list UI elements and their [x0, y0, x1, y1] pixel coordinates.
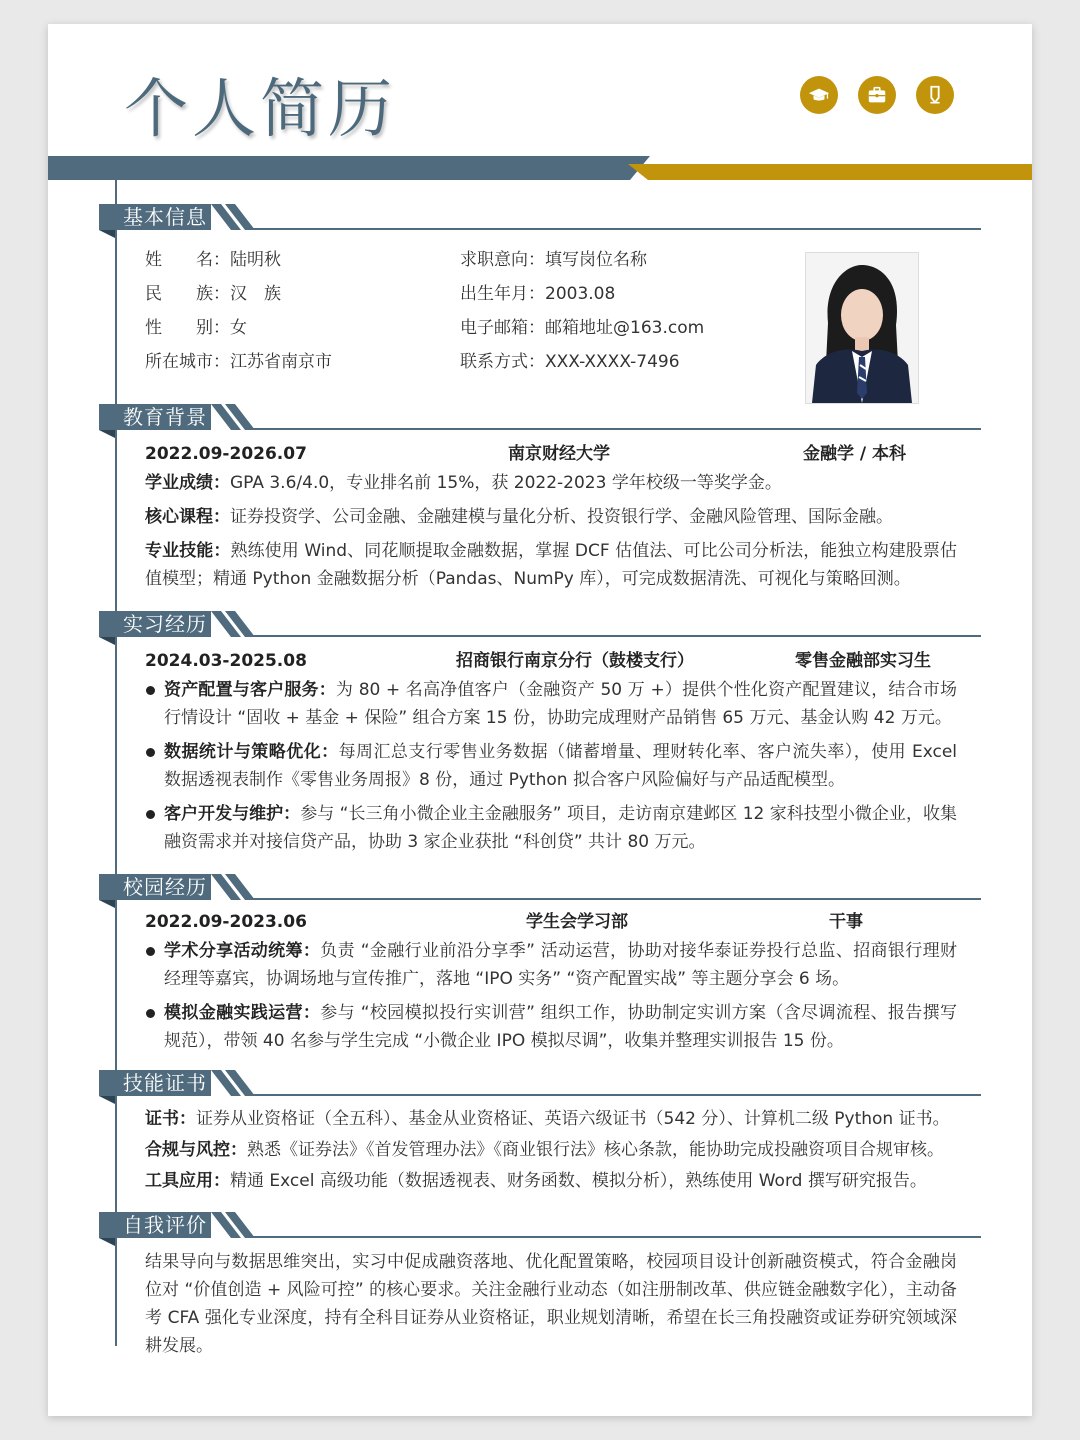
- campus-role: 干事: [829, 912, 863, 932]
- stripes-decoration: [211, 204, 263, 230]
- city-field: [145, 348, 332, 376]
- skills-item: [145, 1136, 957, 1164]
- campus-item: [145, 937, 957, 993]
- birth-label: 出生年月：: [460, 284, 545, 304]
- item-text: 参与 “长三角小微企业主金融服务” 项目，走访南京建邺区 12 家科技型小微企业，收集融资需求并对接信贷产品，协助 3 家企业获批 “科创贷” 共计 80 万元。: [164, 804, 957, 852]
- section-title: 实习经历: [99, 611, 211, 637]
- internship-item: [145, 800, 957, 856]
- item-label: 证书：: [145, 1109, 196, 1129]
- stripes-decoration: [211, 1212, 263, 1238]
- item-label: 核心课程：: [145, 507, 230, 527]
- self-evaluation-text: 结果导向与数据思维突出，实习中促成融资落地、优化配置策略，校园项目设计创新融资模式，符合金融岗位对 “价值创造 + 风险可控” 的核心要求。关注金融行业动态（如注册制改革、供应链金融数字化），主动备考 CFA 强化专业深度，持有全科目证券从业资格证，职业规划清晰，希望在长三角投融资或证券研究领域深耕发展。: [145, 1252, 957, 1356]
- section-rule: [249, 635, 981, 637]
- item-label: 学术分享活动统筹：: [164, 941, 321, 961]
- birth-field: [460, 280, 615, 308]
- item-label: 学业成绩：: [145, 473, 230, 493]
- phone-field: [460, 348, 680, 376]
- item-label: 工具应用：: [145, 1171, 230, 1191]
- name-value: 陆明秋: [230, 250, 281, 270]
- email-value: 邮箱地址@163.com: [545, 318, 705, 338]
- internship-item: [145, 676, 957, 732]
- item-text: 精通 Excel 高级功能（数据透视表、财务函数、模拟分析），熟练使用 Word 撰写研究报告。: [230, 1171, 927, 1191]
- education-item: [145, 503, 957, 531]
- stripes-decoration: [211, 611, 263, 637]
- tab-fold: [99, 230, 115, 238]
- tab-fold: [99, 430, 115, 438]
- tab-fold: [99, 637, 115, 645]
- birth-value: 2003.08: [545, 284, 616, 304]
- ethnic-field: [145, 280, 281, 308]
- section-header-self: [99, 1212, 981, 1246]
- stripes-decoration: [211, 1070, 263, 1096]
- item-text: 熟练使用 Wind、同花顺提取金融数据，掌握 DCF 估值法、可比公司分析法，能独立构建股票估值模型；精通 Python 金融数据分析（Pandas、NumPy 库），可完成数据清洗、可视化与策略回测。: [145, 541, 957, 589]
- item-label: 模拟金融实践运营：: [164, 1003, 321, 1023]
- item-text: 熟悉《证券法》《首发管理办法》《商业银行法》核心条款，能协助完成投融资项目合规审核。: [247, 1140, 944, 1160]
- tab-fold: [99, 1096, 115, 1104]
- section-title: 基本信息: [99, 204, 211, 230]
- item-text: 每周汇总支行零售业务数据（储蓄增量、理财转化率、客户流失率），使用 Excel 数据透视表制作《零售业务周报》8 份，通过 Python 拟合客户风险偏好与产品适配模型。: [164, 742, 957, 790]
- email-field: [460, 314, 704, 342]
- item-label: 合规与风控：: [145, 1140, 247, 1160]
- education-item: [145, 469, 957, 497]
- section-header-internship: [99, 611, 981, 645]
- item-label: 专业技能：: [145, 541, 231, 561]
- phone-label: 联系方式：: [460, 352, 545, 372]
- graduation-cap-icon: [800, 76, 838, 114]
- city-value: 江苏省南京市: [230, 352, 332, 372]
- section-rule: [249, 1094, 981, 1096]
- skills-item: [145, 1105, 957, 1133]
- item-text: 负责 “金融行业前沿分享季” 活动运营，协助对接华泰证券投行总监、招商银行理财经理等嘉宾，协调场地与宣传推广，落地 “IPO 实务” “资产配置实战” 等主题分享会 6 场。: [164, 941, 958, 989]
- gender-label: 性 别：: [145, 318, 230, 338]
- section-rule: [249, 898, 981, 900]
- section-rule: [249, 228, 981, 230]
- header-bar-blue: [48, 156, 630, 180]
- bullet-dot: [146, 1009, 155, 1018]
- section-header-campus: [99, 874, 981, 908]
- section-header-basic: [99, 204, 981, 238]
- campus-item: [145, 999, 957, 1055]
- internship-date: 2024.03-2025.08: [145, 651, 307, 671]
- job-value: 填写岗位名称: [545, 250, 647, 270]
- item-text: 证券从业资格证（全五科）、基金从业资格证、英语六级证书（542 分）、计算机二级 Python 证书。: [196, 1109, 950, 1129]
- ethnic-value: 汉 族: [230, 284, 281, 304]
- stripes-decoration: [211, 404, 263, 430]
- header-bar-gold: [628, 164, 1032, 180]
- name-label: 姓 名：: [145, 250, 230, 270]
- item-text: 为 80 + 名高净值客户（金融资产 50 万 +）提供个性化资产配置建议，结合市场行情设计 “固收 + 基金 + 保险” 组合方案 15 份，协助完成理财产品销售 65 万元、基金认购 42 万元。: [164, 680, 957, 728]
- stripes-decoration: [211, 874, 263, 900]
- job-label: 求职意向：: [460, 250, 545, 270]
- page-title: 个人简历: [124, 73, 396, 147]
- internship-role: 零售金融部实习生: [795, 651, 931, 671]
- item-text: 证券投资学、公司金融、金融建模与量化分析、投资银行学、金融风险管理、国际金融。: [230, 507, 893, 527]
- campus-date: 2022.09-2023.06: [145, 912, 307, 932]
- section-rule: [249, 1236, 981, 1238]
- timeline-line: [115, 180, 117, 1346]
- skills-item: [145, 1167, 957, 1195]
- education-item: [145, 537, 957, 593]
- gender-field: [145, 314, 247, 342]
- resume-page: [48, 24, 1032, 1416]
- briefcase-icon: [858, 76, 896, 114]
- bullet-dot: [146, 810, 155, 819]
- section-header-education: [99, 404, 981, 438]
- section-title: 自我评价: [99, 1212, 211, 1238]
- item-text: 参与 “校园模拟投行实训营” 组织工作，协助制定实训方案（含尽调流程、报告撰写规范），带领 40 名参与学生完成 “小微企业 IPO 模拟尽调”，收集并整理实训报告 15 份。: [164, 1003, 958, 1051]
- section-title: 校园经历: [99, 874, 211, 900]
- education-school: 南京财经大学: [508, 444, 610, 464]
- item-label: 客户开发与维护：: [164, 804, 301, 824]
- item-text: GPA 3.6/4.0，专业排名前 15%，获 2022-2023 学年校级一等奖学金。: [230, 473, 782, 493]
- ethnic-label: 民 族：: [145, 284, 230, 304]
- section-title: 教育背景: [99, 404, 211, 430]
- name-field: [145, 246, 281, 274]
- item-label: 数据统计与策略优化：: [164, 742, 339, 762]
- internship-item: [145, 738, 957, 794]
- section-title: 技能证书: [99, 1070, 211, 1096]
- item-label: 资产配置与客户服务：: [164, 680, 336, 700]
- education-major: 金融学 / 本科: [803, 444, 907, 464]
- bullet-dot: [146, 686, 155, 695]
- pen-icon: [916, 76, 954, 114]
- tab-fold: [99, 1238, 115, 1246]
- tab-fold: [99, 900, 115, 908]
- profile-photo: [805, 252, 919, 404]
- section-rule: [249, 428, 981, 430]
- city-label: 所在城市：: [145, 352, 230, 372]
- phone-value: XXX-XXXX-7496: [545, 352, 680, 372]
- gender-value: 女: [230, 318, 247, 338]
- email-label: 电子邮箱：: [460, 318, 545, 338]
- campus-org: 学生会学习部: [526, 912, 628, 932]
- section-header-skills: [99, 1070, 981, 1104]
- job-field: [460, 246, 647, 274]
- bullet-dot: [146, 947, 155, 956]
- bullet-dot: [146, 748, 155, 757]
- internship-org: 招商银行南京分行（鼓楼支行）: [456, 651, 694, 671]
- education-date: 2022.09-2026.07: [145, 444, 307, 464]
